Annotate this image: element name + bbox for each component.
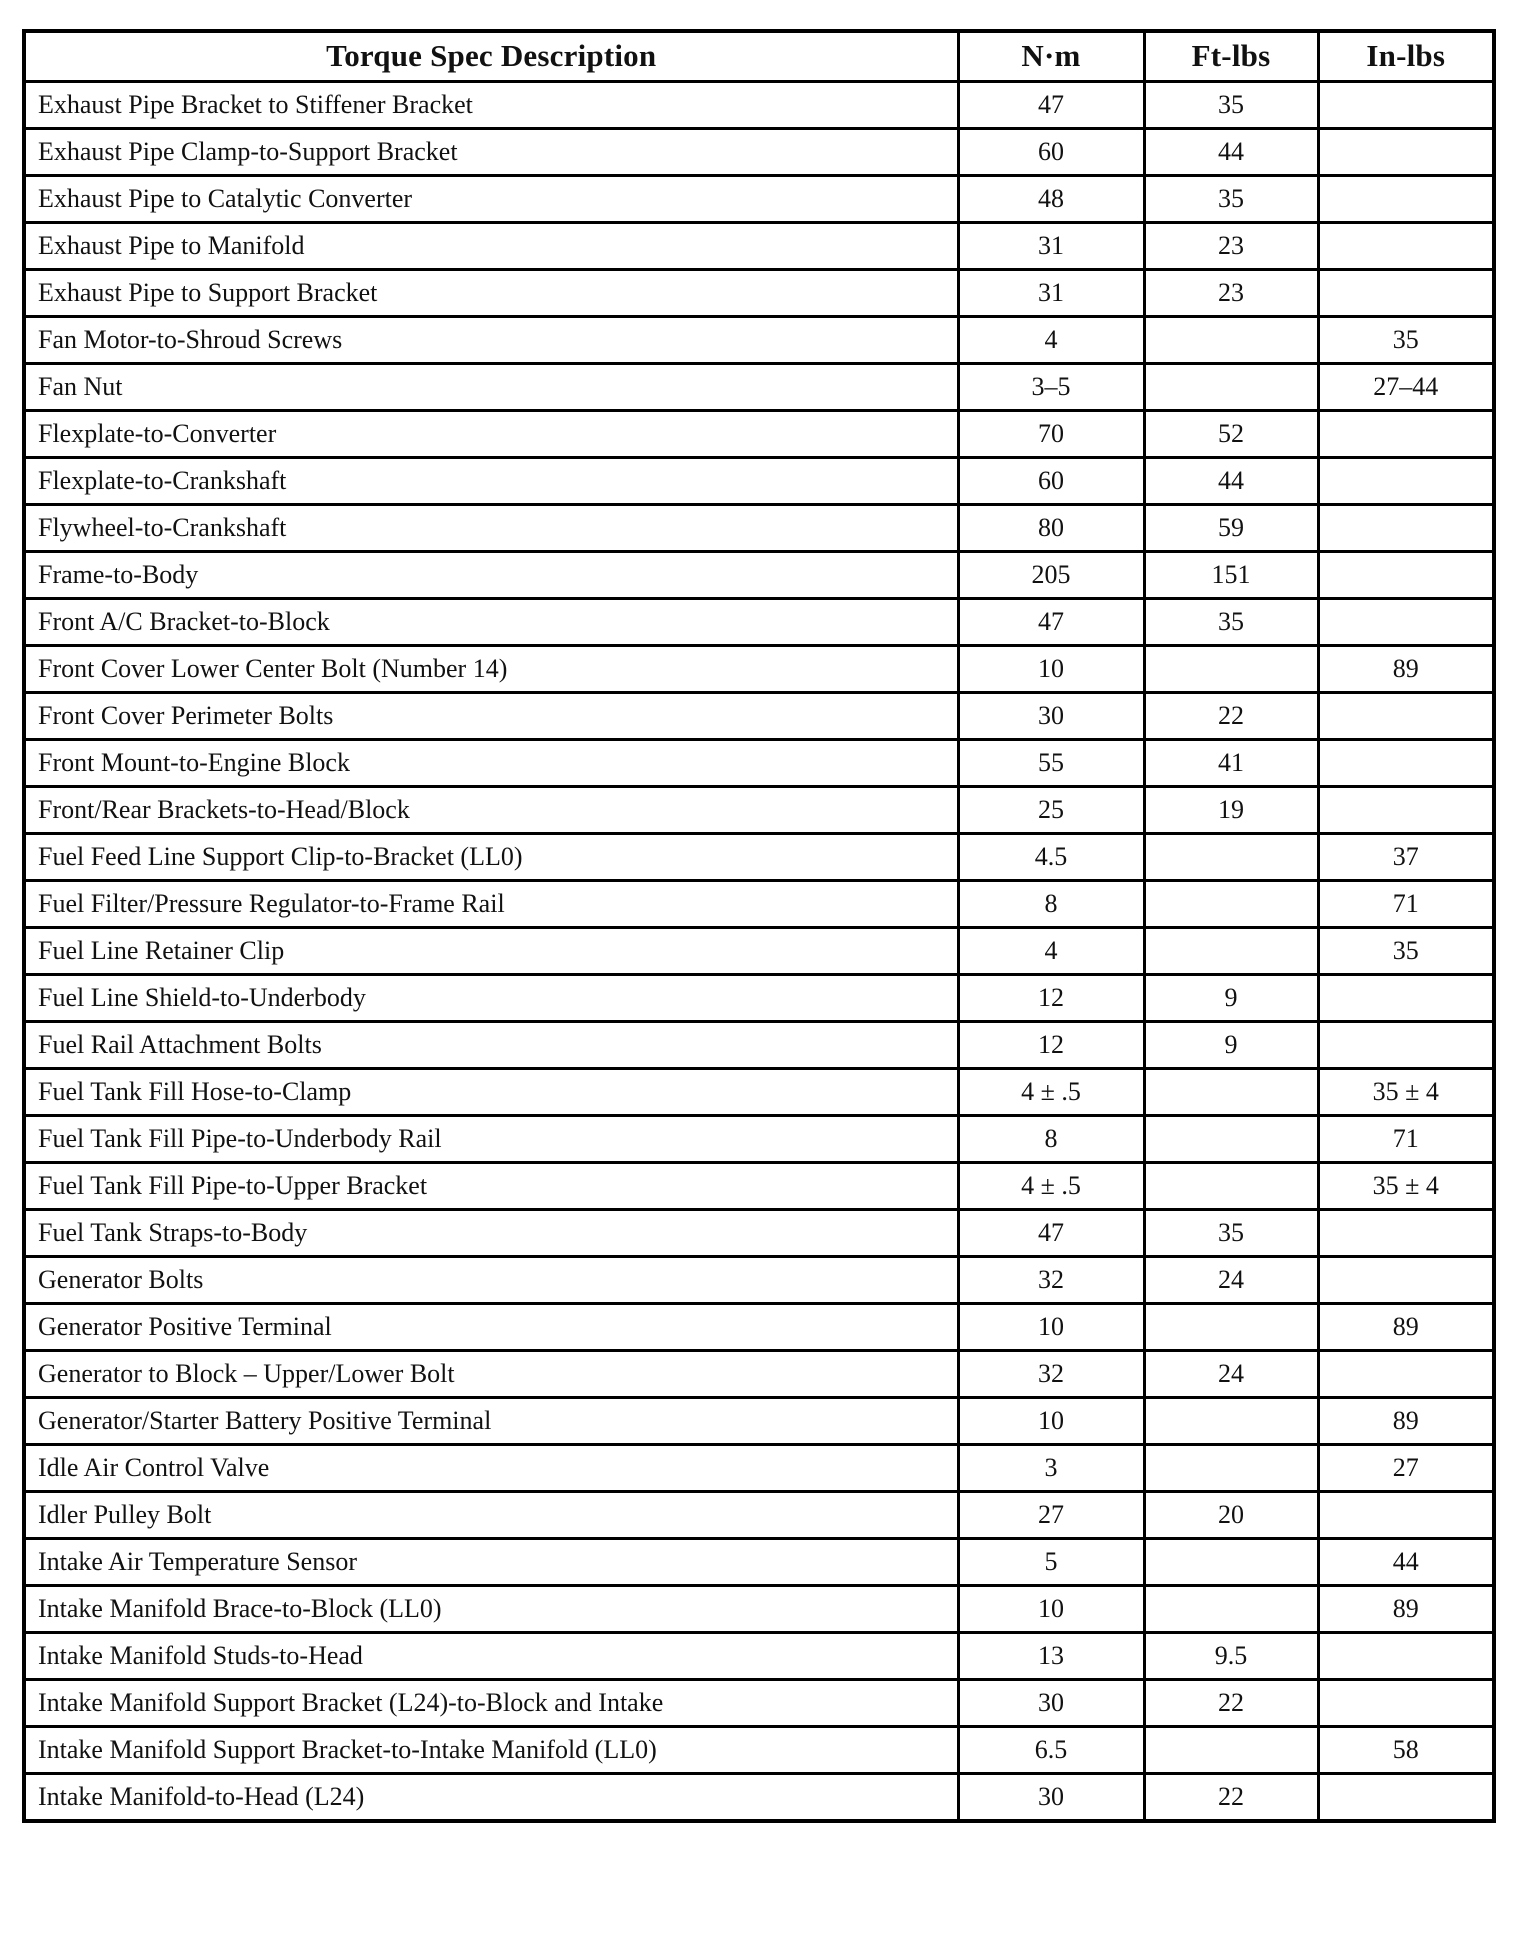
cell-ftlbs: 44 [1144,128,1318,175]
cell-inlbs: 35 [1318,316,1494,363]
cell-nm: 25 [958,786,1144,833]
cell-inlbs [1318,692,1494,739]
cell-description: Intake Manifold Support Bracket (L24)-to-Block and Intake [24,1679,958,1726]
cell-inlbs [1318,504,1494,551]
cell-nm: 47 [958,1209,1144,1256]
cell-inlbs [1318,1256,1494,1303]
cell-nm: 80 [958,504,1144,551]
cell-ftlbs [1144,1538,1318,1585]
cell-inlbs [1318,598,1494,645]
cell-ftlbs [1144,1303,1318,1350]
cell-nm: 30 [958,692,1144,739]
cell-inlbs [1318,786,1494,833]
table-row [24,1068,1494,1115]
cell-nm: 6.5 [958,1726,1144,1773]
cell-inlbs [1318,222,1494,269]
cell-nm: 4 [958,927,1144,974]
cell-ftlbs: 44 [1144,457,1318,504]
table-row [24,739,1494,786]
cell-inlbs [1318,1209,1494,1256]
cell-inlbs [1318,1350,1494,1397]
cell-description: Intake Manifold Studs-to-Head [24,1632,958,1679]
cell-ftlbs [1144,363,1318,410]
table-row [24,1021,1494,1068]
cell-nm: 32 [958,1350,1144,1397]
cell-ftlbs [1144,1068,1318,1115]
table-row [24,1585,1494,1632]
cell-nm: 27 [958,1491,1144,1538]
cell-nm: 12 [958,974,1144,1021]
table-row [24,1162,1494,1209]
cell-description: Intake Manifold-to-Head (L24) [24,1773,958,1821]
table-row [24,457,1494,504]
cell-inlbs: 44 [1318,1538,1494,1585]
table-row [24,128,1494,175]
table-row [24,1538,1494,1585]
cell-ftlbs: 22 [1144,692,1318,739]
cell-ftlbs: 41 [1144,739,1318,786]
table-row [24,645,1494,692]
cell-inlbs [1318,1773,1494,1821]
table-row [24,1209,1494,1256]
cell-inlbs: 35 [1318,927,1494,974]
cell-description: Exhaust Pipe to Catalytic Converter [24,175,958,222]
cell-ftlbs [1144,1397,1318,1444]
table-row [24,1726,1494,1773]
cell-nm: 4 ± .5 [958,1068,1144,1115]
cell-inlbs: 27–44 [1318,363,1494,410]
table-row [24,363,1494,410]
cell-nm: 48 [958,175,1144,222]
table-row [24,222,1494,269]
table-row [24,1256,1494,1303]
cell-nm: 10 [958,1585,1144,1632]
cell-inlbs [1318,739,1494,786]
header-inlbs: In-lbs [1318,31,1494,81]
cell-nm: 60 [958,457,1144,504]
cell-nm: 70 [958,410,1144,457]
table-row [24,504,1494,551]
cell-ftlbs [1144,645,1318,692]
table-row [24,316,1494,363]
table-row [24,410,1494,457]
cell-ftlbs: 20 [1144,1491,1318,1538]
cell-nm: 8 [958,1115,1144,1162]
cell-inlbs [1318,269,1494,316]
cell-nm: 3–5 [958,363,1144,410]
cell-ftlbs: 59 [1144,504,1318,551]
table-row [24,1397,1494,1444]
cell-description: Fuel Rail Attachment Bolts [24,1021,958,1068]
cell-ftlbs: 24 [1144,1256,1318,1303]
cell-ftlbs [1144,1726,1318,1773]
cell-ftlbs: 151 [1144,551,1318,598]
cell-description: Fuel Line Retainer Clip [24,927,958,974]
table-body [24,81,1494,1821]
table-row [24,1491,1494,1538]
cell-description: Front A/C Bracket-to-Block [24,598,958,645]
cell-inlbs: 89 [1318,1397,1494,1444]
header-description: Torque Spec Description [24,31,958,81]
cell-nm: 10 [958,645,1144,692]
table-row [24,1444,1494,1491]
torque-spec-sheet [22,29,1492,1823]
cell-ftlbs: 23 [1144,222,1318,269]
cell-ftlbs: 19 [1144,786,1318,833]
cell-description: Exhaust Pipe to Support Bracket [24,269,958,316]
cell-inlbs: 89 [1318,1585,1494,1632]
cell-ftlbs: 9.5 [1144,1632,1318,1679]
table-row [24,598,1494,645]
cell-nm: 10 [958,1303,1144,1350]
cell-nm: 30 [958,1773,1144,1821]
torque-spec-table [22,29,1496,1823]
table-row [24,81,1494,128]
cell-ftlbs: 22 [1144,1773,1318,1821]
table-row [24,692,1494,739]
cell-inlbs: 37 [1318,833,1494,880]
cell-description: Front Mount-to-Engine Block [24,739,958,786]
cell-description: Generator to Block – Upper/Lower Bolt [24,1350,958,1397]
cell-description: Fuel Line Shield-to-Underbody [24,974,958,1021]
cell-ftlbs: 23 [1144,269,1318,316]
cell-inlbs: 35 ± 4 [1318,1068,1494,1115]
cell-inlbs [1318,175,1494,222]
cell-ftlbs: 35 [1144,598,1318,645]
cell-description: Generator/Starter Battery Positive Terminal [24,1397,958,1444]
cell-description: Exhaust Pipe Bracket to Stiffener Bracket [24,81,958,128]
cell-nm: 10 [958,1397,1144,1444]
cell-description: Front/Rear Brackets-to-Head/Block [24,786,958,833]
table-row [24,880,1494,927]
cell-description: Generator Positive Terminal [24,1303,958,1350]
cell-description: Fan Nut [24,363,958,410]
cell-nm: 13 [958,1632,1144,1679]
cell-description: Intake Manifold Support Bracket-to-Intake Manifold (LL0) [24,1726,958,1773]
table-row [24,1632,1494,1679]
cell-nm: 31 [958,269,1144,316]
cell-ftlbs [1144,1162,1318,1209]
cell-ftlbs [1144,833,1318,880]
cell-nm: 4 [958,316,1144,363]
cell-ftlbs: 52 [1144,410,1318,457]
cell-description: Idler Pulley Bolt [24,1491,958,1538]
cell-description: Generator Bolts [24,1256,958,1303]
cell-description: Front Cover Lower Center Bolt (Number 14) [24,645,958,692]
cell-description: Frame-to-Body [24,551,958,598]
table-row [24,1115,1494,1162]
cell-description: Fan Motor-to-Shroud Screws [24,316,958,363]
cell-inlbs [1318,410,1494,457]
cell-nm: 4 ± .5 [958,1162,1144,1209]
table-row [24,927,1494,974]
cell-ftlbs: 9 [1144,1021,1318,1068]
cell-ftlbs [1144,1115,1318,1162]
table-row [24,175,1494,222]
cell-inlbs: 89 [1318,1303,1494,1350]
cell-ftlbs: 35 [1144,81,1318,128]
table-row [24,833,1494,880]
cell-ftlbs [1144,1444,1318,1491]
cell-inlbs [1318,551,1494,598]
cell-ftlbs [1144,880,1318,927]
table-row [24,1679,1494,1726]
cell-nm: 3 [958,1444,1144,1491]
cell-ftlbs [1144,316,1318,363]
cell-inlbs [1318,457,1494,504]
cell-inlbs: 27 [1318,1444,1494,1491]
cell-nm: 5 [958,1538,1144,1585]
cell-description: Fuel Tank Fill Pipe-to-Underbody Rail [24,1115,958,1162]
table-row [24,1773,1494,1821]
cell-nm: 55 [958,739,1144,786]
cell-ftlbs: 35 [1144,175,1318,222]
cell-nm: 47 [958,598,1144,645]
table-header-row [24,31,1494,81]
cell-inlbs: 58 [1318,1726,1494,1773]
cell-ftlbs: 24 [1144,1350,1318,1397]
cell-inlbs: 71 [1318,1115,1494,1162]
cell-description: Fuel Tank Fill Hose-to-Clamp [24,1068,958,1115]
cell-nm: 32 [958,1256,1144,1303]
table-row [24,974,1494,1021]
cell-description: Flexplate-to-Converter [24,410,958,457]
cell-nm: 8 [958,880,1144,927]
cell-nm: 205 [958,551,1144,598]
cell-description: Exhaust Pipe Clamp-to-Support Bracket [24,128,958,175]
cell-nm: 31 [958,222,1144,269]
cell-ftlbs [1144,927,1318,974]
cell-description: Intake Air Temperature Sensor [24,1538,958,1585]
header-ftlbs: Ft-lbs [1144,31,1318,81]
cell-description: Fuel Feed Line Support Clip-to-Bracket (LL0) [24,833,958,880]
cell-description: Front Cover Perimeter Bolts [24,692,958,739]
cell-ftlbs: 9 [1144,974,1318,1021]
cell-inlbs: 71 [1318,880,1494,927]
cell-inlbs [1318,1632,1494,1679]
cell-description: Exhaust Pipe to Manifold [24,222,958,269]
cell-inlbs [1318,81,1494,128]
cell-inlbs [1318,1021,1494,1068]
table-row [24,269,1494,316]
cell-description: Flexplate-to-Crankshaft [24,457,958,504]
cell-inlbs [1318,1491,1494,1538]
table-row [24,786,1494,833]
cell-inlbs [1318,128,1494,175]
cell-description: Fuel Filter/Pressure Regulator-to-Frame Rail [24,880,958,927]
table-row [24,551,1494,598]
table-row [24,1350,1494,1397]
cell-nm: 60 [958,128,1144,175]
cell-description: Flywheel-to-Crankshaft [24,504,958,551]
cell-description: Idle Air Control Valve [24,1444,958,1491]
cell-inlbs [1318,974,1494,1021]
cell-inlbs [1318,1679,1494,1726]
cell-ftlbs: 22 [1144,1679,1318,1726]
cell-nm: 47 [958,81,1144,128]
cell-ftlbs: 35 [1144,1209,1318,1256]
table-row [24,1303,1494,1350]
cell-inlbs: 89 [1318,645,1494,692]
cell-nm: 4.5 [958,833,1144,880]
cell-ftlbs [1144,1585,1318,1632]
header-nm: N·m [958,31,1144,81]
cell-description: Fuel Tank Straps-to-Body [24,1209,958,1256]
cell-inlbs: 35 ± 4 [1318,1162,1494,1209]
cell-nm: 30 [958,1679,1144,1726]
cell-nm: 12 [958,1021,1144,1068]
cell-description: Fuel Tank Fill Pipe-to-Upper Bracket [24,1162,958,1209]
cell-description: Intake Manifold Brace-to-Block (LL0) [24,1585,958,1632]
